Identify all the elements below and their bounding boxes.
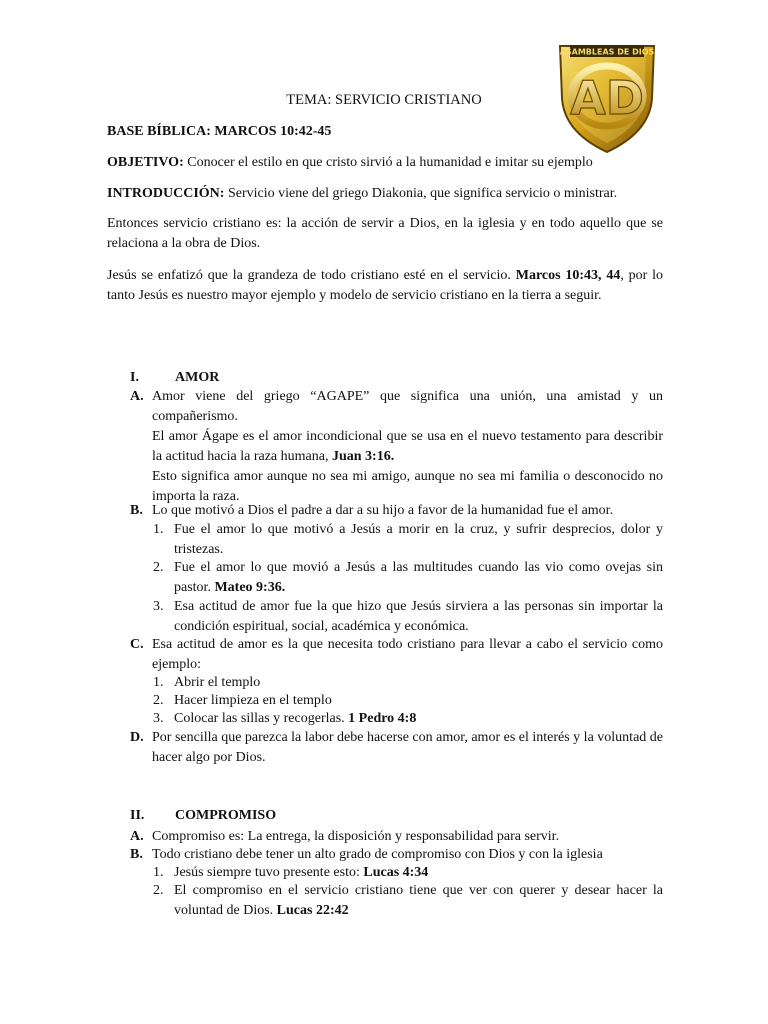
base-biblica-label: BASE BÍBLICA: MARCOS 10:42-45 [107,124,332,139]
reference-marcos: Marcos 10:43, 44 [515,268,621,283]
list-item [153,709,663,729]
list-number: 3. [153,599,164,614]
list-item-text: El compromiso en el servicio cristiano tiene que ver con querer y desear hacer la voluntad de Dios. [174,883,663,918]
item-c-text: Esa actitud de amor es la que necesita todo cristiano para llevar a cabo el servicio como ejemplo: [152,637,663,672]
item-c-actitud [130,635,663,675]
reference-mateo: Mateo 9:36. [214,580,286,595]
list-number: 1. [153,675,164,690]
item-letter: D. [130,730,144,745]
item-letter: C. [130,637,144,652]
reference-lucas-4: Lucas 4:34 [363,865,429,880]
item-b-compromiso-text: Todo cristiano debe tener un alto grado de compromiso con Dios y con la iglesia [152,847,603,862]
base-biblica [107,122,663,142]
section-title: AMOR [175,370,220,385]
list-item [153,558,663,598]
paragraph-grandeza [107,266,663,306]
item-d-sencilla [130,728,663,768]
introduccion-label: INTRODUCCIÓN: [107,186,225,201]
paragraph-grandeza-rest: , por lo tanto Jesús es nuestro mayor ejemplo y modelo de servicio cristiano en la tierra a seguir. [107,268,663,303]
item-a-line3: Esto significa amor aunque no sea mi amigo, aunque no sea mi familia o desconocido no importa la raza. [152,469,663,504]
item-letter: A. [130,389,144,404]
item-b-compromiso [130,845,663,865]
section-number: I. [130,370,139,385]
logo-ring-text: ASAMBLEAS DE DIOS [559,47,655,57]
item-b-motivo [130,501,663,521]
list-number: 2. [153,560,164,575]
reference-pedro: 1 Pedro 4:8 [348,711,417,726]
item-a-compromiso [130,827,663,847]
list-number: 1. [153,522,164,537]
introduccion-text: Servicio viene del griego Diakonia, que significa servicio o ministrar. [224,186,618,201]
item-a-line1: Amor viene del griego “AGAPE” que significa una unión, una amistad y un compañerismo. [152,389,663,424]
list-number: 3. [153,711,164,726]
section-title: COMPROMISO [175,808,277,823]
reference-juan: Juan 3:16. [331,449,395,464]
list-item-text: Colocar las sillas y recogerlas. [174,711,349,726]
section-compromiso-heading [130,808,276,824]
section-number: II. [130,808,145,823]
list-item [153,597,663,637]
objetivo-label: OBJETIVO: [107,155,184,170]
list-number: 2. [153,693,164,708]
item-letter: B. [130,503,143,518]
item-b-text: Lo que motivó a Dios el padre a dar a su hijo a favor de la humanidad fue el amor. [152,503,614,518]
list-number: 1. [153,865,164,880]
list-item [153,863,663,883]
item-a-line2 [152,427,663,467]
list-item-text: Hacer limpieza en el templo [174,693,332,708]
item-letter: B. [130,847,143,862]
item-d-text: Por sencilla que parezca la labor debe hacerse con amor, amor es el interés y la voluntad de hacer algo por Dios. [152,730,663,765]
objetivo [107,153,663,173]
introduccion [107,184,663,204]
list-item [153,691,663,711]
section-amor-heading [130,370,219,386]
list-item [153,520,663,560]
reference-lucas-22: Lucas 22:42 [276,903,349,918]
list-item [153,881,663,921]
list-item-text: Fue el amor lo que movió a Jesús a las multitudes cuando las vio como ovejas sin pastor. [174,560,663,595]
item-a-line2-text: El amor Ágape es el amor incondicional que se usa en el nuevo testamento para describir la actitud hacia la raza humana, [152,429,663,464]
list-number: 2. [153,883,164,898]
paragraph-servicio: Entonces servicio cristiano es: la acción de servir a Dios, en la iglesia y en todo aquello que se relaciona a la obra de Dios. [107,216,663,251]
list-item-text: Abrir el templo [174,675,261,690]
list-item-text: Esa actitud de amor fue la que hizo que Jesús sirviera a las personas sin importar la condición espiritual, social, académica y económica. [174,599,663,634]
list-item [153,673,663,693]
item-a-compromiso-text: Compromiso es: La entrega, la disposición y responsabilidad para servir. [152,829,560,844]
list-item-text: Jesús siempre tuvo presente esto: [174,865,364,880]
logo-mark-text: AD [570,71,644,125]
item-letter: A. [130,829,144,844]
item-a-amor [130,387,663,507]
list-item-text: Fue el amor lo que motivó a Jesús a morir en la cruz, y sufrir desprecios, dolor y tristezas. [174,522,663,557]
page-title: TEMA: SERVICIO CRISTIANO [286,92,482,108]
objetivo-text: Conocer el estilo en que cristo sirvió a la humanidad e imitar su ejemplo [183,155,593,170]
paragraph-grandeza-text: Jesús se enfatizó que la grandeza de todo cristiano esté en el servicio. [107,268,516,283]
